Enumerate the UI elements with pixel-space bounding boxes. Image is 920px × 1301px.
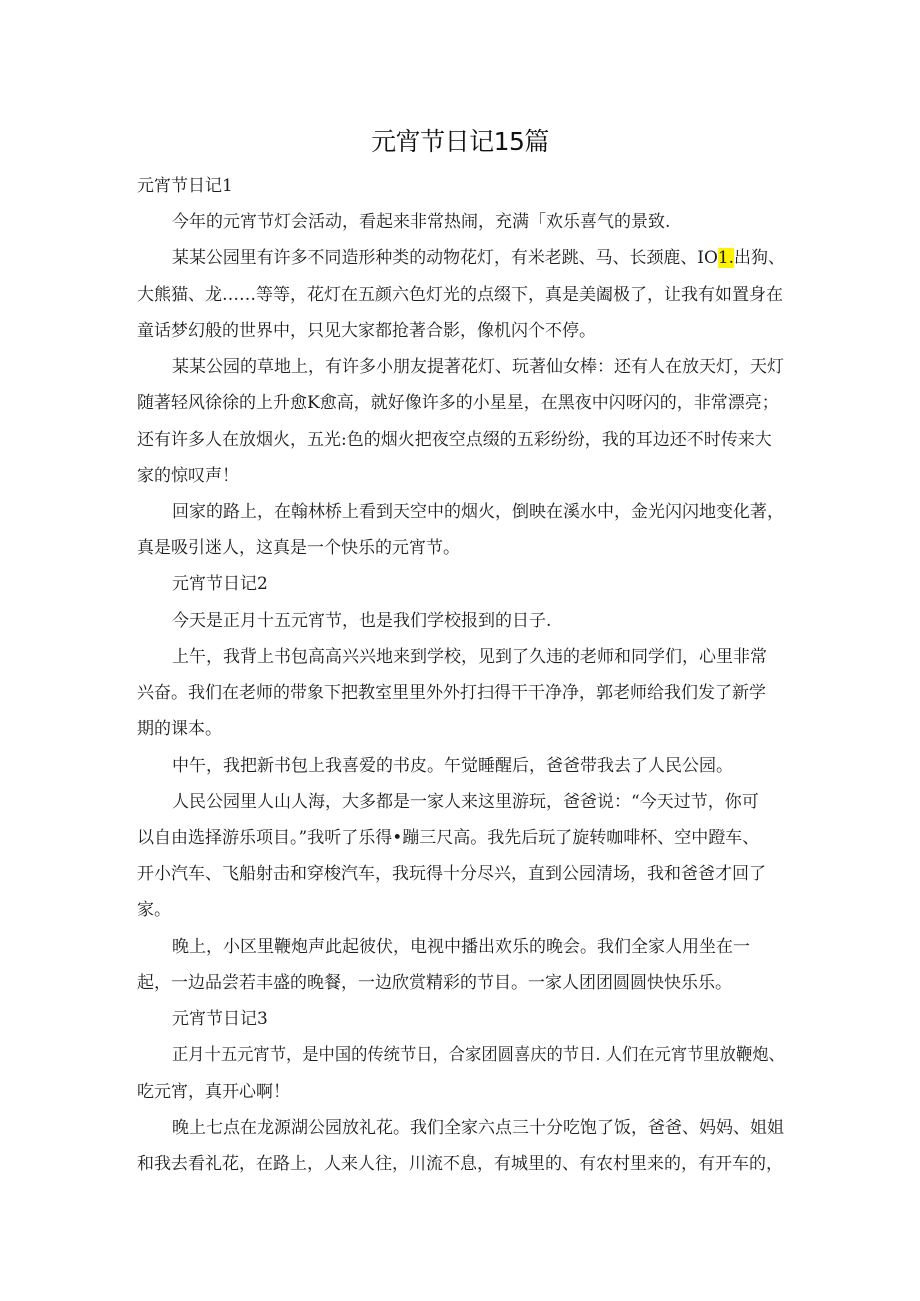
paragraph-line: 还有许多人在放烟火，五光:色的烟火把夜空点缀的五彩纷纷，我的耳边还不时传来大 <box>137 430 772 450</box>
paragraph-line: 家的惊叹声！ <box>137 466 239 486</box>
paragraph-line: 童话梦幻般的世界中，只见大家都抢著合影，像机闪个不停。 <box>137 321 596 341</box>
paragraph-line: 吃元宵，真开心啊！ <box>137 1082 290 1102</box>
paragraph-line: 大熊猫、龙……等等，花灯在五颜六色灯光的点缀下，真是美阖极了，让我有如置身在 <box>137 285 783 305</box>
paragraph-line: 随著轻风徐徐的上升愈K愈高，就好像许多的小星星，在黑夜中闪呀闪的，非常漂亮； <box>137 393 779 413</box>
text-segment: 某某公园里有许多不同造形种类的动物花灯，有米老跳、马、长颈鹿、IO <box>172 248 718 268</box>
paragraph-line: 晚上七点在龙源湖公园放礼花。我们全家六点三十分吃饱了饭，爸爸、妈妈、姐姐 <box>172 1118 784 1138</box>
paragraph-line: 期的课本。 <box>137 719 222 739</box>
section-heading-1: 元宵节日记1 <box>137 176 233 196</box>
paragraph-line: 今天是正月十五元宵节，也是我们学校报到的日子. <box>172 611 552 631</box>
section-heading-2: 元宵节日记2 <box>172 574 268 594</box>
paragraph-line: 家。 <box>137 900 171 920</box>
paragraph-line: 兴奋。我们在老师的带象下把教室里里外外打扫得干干净净，郭老师给我们发了新学 <box>137 683 766 703</box>
paragraph-line: 和我去看礼花，在路上，人来人往，川流不息，有城里的、有农村里来的，有开车的， <box>137 1154 783 1174</box>
text-segment: 出狗、 <box>734 248 785 268</box>
paragraph-line: 正月十五元宵节，是中国的传统节日，合家团圆喜庆的节日. 人们在元宵节里放鞭炮、 <box>172 1045 785 1065</box>
paragraph-line: 回家的路上，在翰林桥上看到天空中的烟火，倒映在溪水中，金光闪闪地变化著， <box>172 502 784 522</box>
paragraph-line: 晚上，小区里鞭炮声此起彼伏，电视中播出欢乐的晚会。我们全家人用坐在一 <box>172 937 750 957</box>
paragraph-line: 某某公园的草地上，有许多小朋友提著花灯、玩著仙女棒：还有人在放天灯，天灯 <box>172 357 784 377</box>
document-title: 元宵节日记15篇 <box>371 127 549 156</box>
paragraph-line: 上午，我背上书包高高兴兴地来到学校，见到了久违的老师和同学们，心里非常 <box>172 647 767 667</box>
highlighted-text: 1. <box>717 248 735 268</box>
paragraph-line: 今年的元宵节灯会活动，看起来非常热闹，充满「欢乐喜气的景致. <box>172 212 671 232</box>
paragraph-line: 以自由选择游乐项目。”我听了乐得•蹦三尺高。我先后玩了旋转咖啡杯、空中蹬车、 <box>137 828 760 848</box>
section-heading-3: 元宵节日记3 <box>172 1009 268 1029</box>
paragraph-line <box>172 248 785 268</box>
paragraph-line: 真是吸引迷人，这真是一个快乐的元宵节。 <box>137 538 460 558</box>
paragraph-line: 人民公园里人山人海，大多都是一家人来这里游玩，爸爸说：“今天过节，你可 <box>172 792 759 812</box>
paragraph-line: 起，一边品尝若丰盛的晚餐，一边欣赏精彩的节目。一家人团团圆圆快快乐乐。 <box>137 973 732 993</box>
paragraph-line: 开小汽车、飞船射击和穿梭汽车，我玩得十分尽兴，直到公园清场，我和爸爸才回了 <box>137 864 766 884</box>
paragraph-line: 中午，我把新书包上我喜爱的书皮。午觉睡醒后，爸爸带我去了人民公园。 <box>172 756 733 776</box>
